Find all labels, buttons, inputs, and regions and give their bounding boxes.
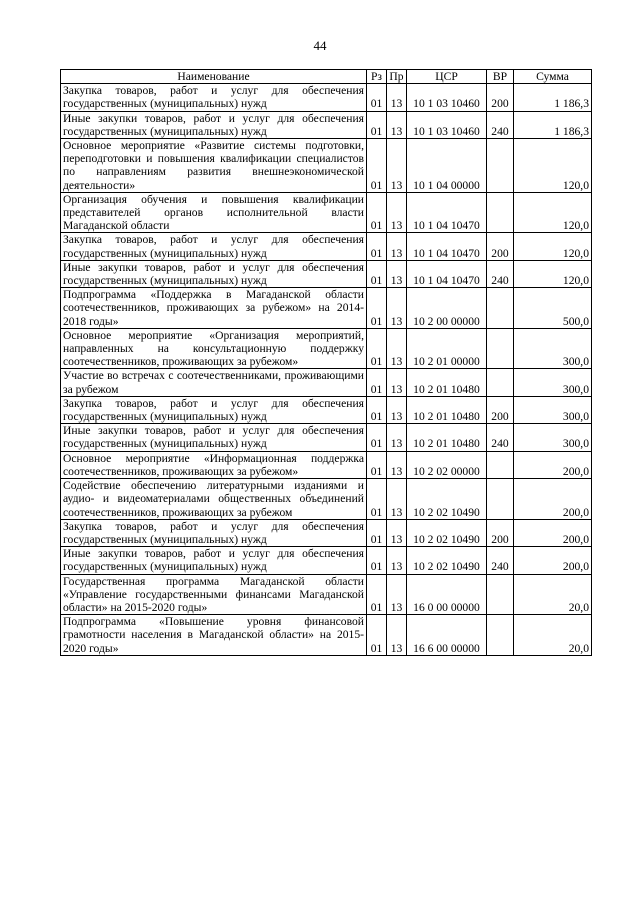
table-row	[61, 111, 592, 138]
row-sum: 200,0	[514, 451, 592, 478]
row-vr: 240	[487, 260, 514, 287]
row-csr: 10 1 03 10460	[407, 84, 487, 111]
row-csr: 10 2 01 10480	[407, 396, 487, 423]
table-row	[61, 233, 592, 260]
row-vr: 240	[487, 111, 514, 138]
row-pr: 13	[387, 451, 407, 478]
row-rz: 01	[367, 328, 387, 369]
table-row	[61, 574, 592, 615]
row-pr: 13	[387, 424, 407, 451]
row-csr: 10 2 02 10490	[407, 479, 487, 520]
row-pr: 13	[387, 547, 407, 574]
table-row	[61, 479, 592, 520]
table-row	[61, 288, 592, 329]
row-pr: 13	[387, 192, 407, 233]
row-csr: 10 2 01 00000	[407, 328, 487, 369]
row-vr: 240	[487, 547, 514, 574]
table-row	[61, 139, 592, 193]
table-row	[61, 192, 592, 233]
row-sum: 200,0	[514, 519, 592, 546]
row-name: Основное мероприятие «Организация мероприятий, направленных на консультационную поддержку соотечественников, проживающих за рубежом»	[61, 328, 367, 369]
row-csr: 10 1 04 00000	[407, 139, 487, 193]
header-rz: Рз	[367, 70, 387, 84]
row-name: Подпрограмма «Поддержка в Магаданской области соотечественников, проживающих за рубежом» на 2014-2018 годы»	[61, 288, 367, 329]
table-row	[61, 424, 592, 451]
row-vr	[487, 615, 514, 656]
row-vr: 200	[487, 519, 514, 546]
row-sum: 120,0	[514, 233, 592, 260]
row-name: Организация обучения и повышения квалификации представителей органов исполнительной власти Магаданской области	[61, 192, 367, 233]
row-rz: 01	[367, 396, 387, 423]
row-name: Подпрограмма «Повышение уровня финансовой грамотности населения в Магаданской области» на 2015-2020 годы»	[61, 615, 367, 656]
row-rz: 01	[367, 260, 387, 287]
row-pr: 13	[387, 396, 407, 423]
header-name: Наименование	[61, 70, 367, 84]
budget-table	[60, 69, 592, 656]
row-sum: 120,0	[514, 192, 592, 233]
row-rz: 01	[367, 233, 387, 260]
row-csr: 16 6 00 00000	[407, 615, 487, 656]
row-csr: 16 0 00 00000	[407, 574, 487, 615]
row-name: Закупка товаров, работ и услуг для обеспечения государственных (муниципальных) нужд	[61, 396, 367, 423]
row-name: Государственная программа Магаданской области «Управление государственными финансами Магаданской области» на 2015-2020 годы»	[61, 574, 367, 615]
row-rz: 01	[367, 424, 387, 451]
row-sum: 500,0	[514, 288, 592, 329]
row-name: Основное мероприятие «Развитие системы подготовки, переподготовки и повышения квалификации специалистов по направлениям развития внешнеэкономической деятельности»	[61, 139, 367, 193]
header-pr: Пр	[387, 70, 407, 84]
row-sum: 120,0	[514, 139, 592, 193]
row-sum: 20,0	[514, 615, 592, 656]
table-row	[61, 369, 592, 396]
row-pr: 13	[387, 574, 407, 615]
row-csr: 10 2 00 00000	[407, 288, 487, 329]
row-rz: 01	[367, 615, 387, 656]
row-csr: 10 2 02 00000	[407, 451, 487, 478]
row-vr	[487, 192, 514, 233]
row-vr	[487, 139, 514, 193]
row-sum: 300,0	[514, 328, 592, 369]
table-row	[61, 328, 592, 369]
row-rz: 01	[367, 451, 387, 478]
row-sum: 20,0	[514, 574, 592, 615]
row-vr	[487, 479, 514, 520]
row-pr: 13	[387, 369, 407, 396]
row-pr: 13	[387, 111, 407, 138]
row-rz: 01	[367, 139, 387, 193]
row-vr	[487, 328, 514, 369]
row-name: Закупка товаров, работ и услуг для обеспечения государственных (муниципальных) нужд	[61, 84, 367, 111]
row-name: Содействие обеспечению литературными изданиями и аудио- и видеоматериалами общественных объединений соотечественников, проживающих за рубежом	[61, 479, 367, 520]
row-vr: 200	[487, 233, 514, 260]
row-rz: 01	[367, 547, 387, 574]
row-vr	[487, 451, 514, 478]
row-rz: 01	[367, 369, 387, 396]
row-rz: 01	[367, 84, 387, 111]
table-row	[61, 615, 592, 656]
row-sum: 1 186,3	[514, 111, 592, 138]
row-rz: 01	[367, 574, 387, 615]
row-csr: 10 1 04 10470	[407, 260, 487, 287]
row-pr: 13	[387, 519, 407, 546]
row-pr: 13	[387, 288, 407, 329]
row-csr: 10 2 01 10480	[407, 369, 487, 396]
table-row	[61, 260, 592, 287]
row-name: Иные закупки товаров, работ и услуг для обеспечения государственных (муниципальных) нужд	[61, 111, 367, 138]
row-pr: 13	[387, 479, 407, 520]
row-sum: 120,0	[514, 260, 592, 287]
row-vr	[487, 288, 514, 329]
row-vr: 240	[487, 424, 514, 451]
table-row	[61, 396, 592, 423]
row-name: Закупка товаров, работ и услуг для обеспечения государственных (муниципальных) нужд	[61, 233, 367, 260]
row-vr	[487, 369, 514, 396]
row-sum: 200,0	[514, 479, 592, 520]
row-rz: 01	[367, 288, 387, 329]
header-vr: ВР	[487, 70, 514, 84]
row-csr: 10 2 02 10490	[407, 547, 487, 574]
table-row	[61, 547, 592, 574]
row-csr: 10 1 04 10470	[407, 192, 487, 233]
row-rz: 01	[367, 519, 387, 546]
row-pr: 13	[387, 233, 407, 260]
row-csr: 10 1 03 10460	[407, 111, 487, 138]
row-sum: 300,0	[514, 369, 592, 396]
row-name: Основное мероприятие «Информационная поддержка соотечественников, проживающих за рубежом»	[61, 451, 367, 478]
row-sum: 200,0	[514, 547, 592, 574]
row-name: Иные закупки товаров, работ и услуг для обеспечения государственных (муниципальных) нужд	[61, 547, 367, 574]
row-name: Иные закупки товаров, работ и услуг для обеспечения государственных (муниципальных) нужд	[61, 260, 367, 287]
row-sum: 300,0	[514, 396, 592, 423]
row-sum: 1 186,3	[514, 84, 592, 111]
page-number: 44	[313, 38, 327, 53]
row-name: Участие во встречах с соотечественниками, проживающими за рубежом	[61, 369, 367, 396]
row-vr: 200	[487, 84, 514, 111]
row-vr: 200	[487, 396, 514, 423]
row-pr: 13	[387, 84, 407, 111]
row-csr: 10 2 02 10490	[407, 519, 487, 546]
row-pr: 13	[387, 615, 407, 656]
row-pr: 13	[387, 139, 407, 193]
row-sum: 300,0	[514, 424, 592, 451]
header-sum: Сумма	[514, 70, 592, 84]
row-rz: 01	[367, 111, 387, 138]
table-row	[61, 519, 592, 546]
row-name: Закупка товаров, работ и услуг для обеспечения государственных (муниципальных) нужд	[61, 519, 367, 546]
row-vr	[487, 574, 514, 615]
row-pr: 13	[387, 260, 407, 287]
table-row	[61, 451, 592, 478]
table-row	[61, 84, 592, 111]
row-pr: 13	[387, 328, 407, 369]
row-rz: 01	[367, 192, 387, 233]
header-csr: ЦСР	[407, 70, 487, 84]
row-rz: 01	[367, 479, 387, 520]
row-csr: 10 2 01 10480	[407, 424, 487, 451]
row-name: Иные закупки товаров, работ и услуг для обеспечения государственных (муниципальных) нужд	[61, 424, 367, 451]
row-csr: 10 1 04 10470	[407, 233, 487, 260]
table-header-row	[61, 70, 592, 84]
